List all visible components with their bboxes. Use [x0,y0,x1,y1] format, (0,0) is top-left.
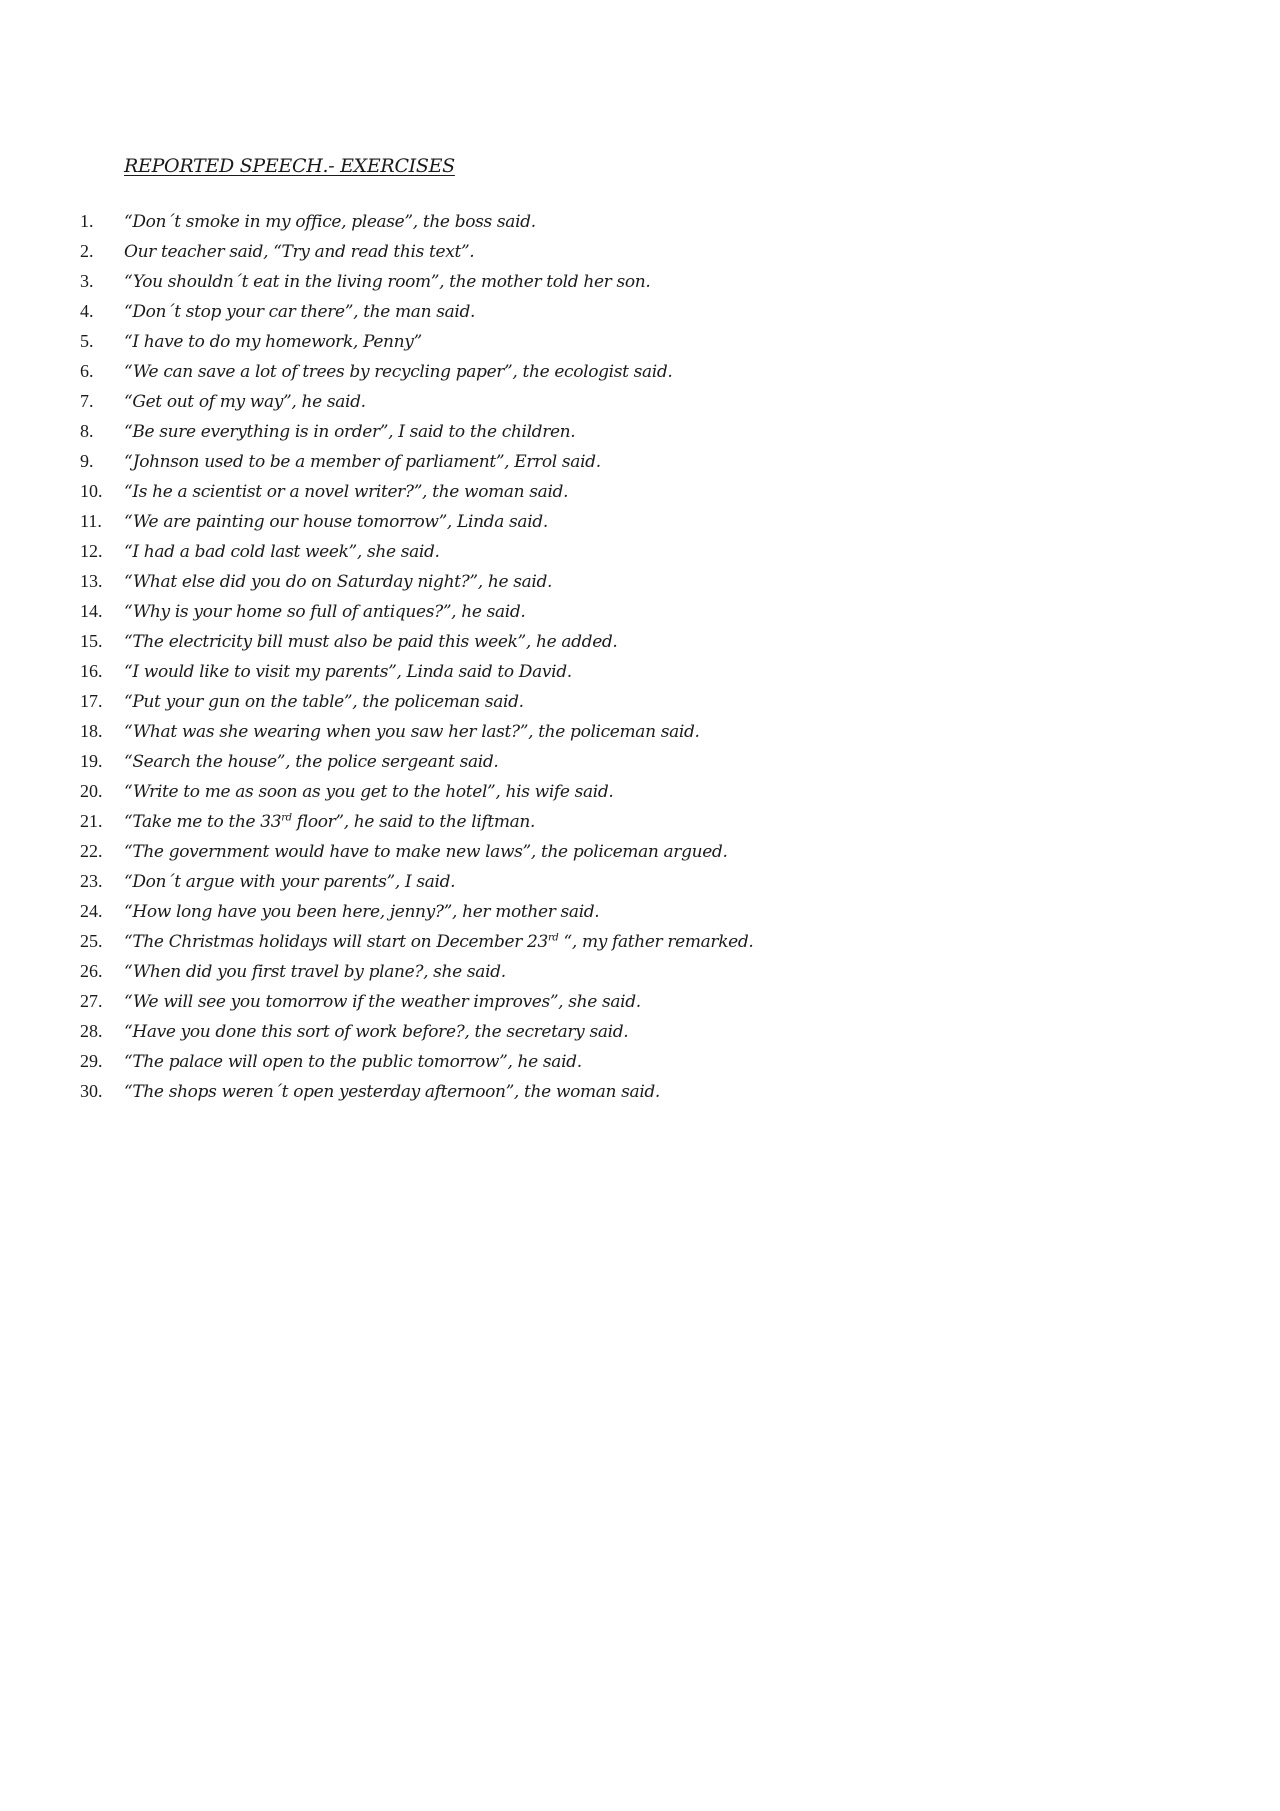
sentence-part-before: “The Christmas holidays will start on December 23 [124,932,548,952]
exercise-number: 9. [80,451,94,471]
exercise-number: 21. [80,811,103,831]
sentence-part-before: “Take me to the 33 [124,812,282,832]
exercise-sentence: “I have to do my homework, Penny” [124,332,422,352]
exercise-item [80,1076,753,1106]
exercise-sentence: “When did you first travel by plane?, she said. [124,962,506,982]
exercise-sentence: “The government would have to make new laws”, the policeman argued. [124,842,728,862]
exercise-item [80,476,753,506]
exercise-item [80,1016,753,1046]
exercise-number: 3. [80,271,94,291]
exercise-number: 12. [80,541,103,561]
exercise-number: 15. [80,631,103,651]
page-title: REPORTED SPEECH.- EXERCISES [124,155,455,177]
exercise-sentence: “Have you done this sort of work before?, the secretary said. [124,1022,629,1042]
exercise-item [80,566,753,596]
exercise-sentence: “Don´t stop your car there”, the man said. [124,302,476,322]
exercise-sentence: “Is he a scientist or a novel writer?”, the woman said. [124,482,569,502]
exercise-sentence: “We are painting our house tomorrow”, Linda said. [124,512,548,532]
exercise-number: 29. [80,1051,103,1071]
exercise-number: 26. [80,961,103,981]
exercise-number: 18. [80,721,103,741]
exercise-item [80,656,753,686]
exercise-number: 17. [80,691,103,711]
exercise-number: 25. [80,931,103,951]
exercise-sentence: “How long have you been here, jenny?”, her mother said. [124,902,600,922]
exercise-item [80,416,753,446]
exercise-item [80,686,753,716]
exercise-number: 11. [80,511,102,531]
exercise-item [80,926,753,956]
exercise-sentence: “Johnson used to be a member of parliament”, Errol said. [124,452,601,472]
exercise-item [80,746,753,776]
exercise-item [80,236,753,266]
ordinal-suffix: rd [281,812,292,824]
exercise-number: 8. [80,421,94,441]
exercise-item [80,596,753,626]
exercise-item [80,536,753,566]
exercise-item [80,866,753,896]
exercise-number: 27. [80,991,103,1011]
exercise-number: 5. [80,331,94,351]
exercise-number: 2. [80,241,94,261]
exercise-number: 19. [80,751,103,771]
exercise-number: 20. [80,781,103,801]
exercise-number: 14. [80,601,103,621]
exercise-item [80,446,753,476]
exercise-number: 28. [80,1021,103,1041]
exercise-sentence: “Put your gun on the table”, the policeman said. [124,692,524,712]
exercise-sentence: “Get out of my way”, he said. [124,392,366,412]
exercise-item [80,776,753,806]
exercise-number: 4. [80,301,94,321]
exercise-sentence: “We can save a lot of trees by recycling paper”, the ecologist said. [124,362,673,382]
exercise-number: 22. [80,841,103,861]
exercise-item [80,206,753,236]
exercise-sentence: “Search the house”, the police sergeant said. [124,752,499,772]
sentence-part-after: “, my father remarked. [558,932,754,952]
exercise-number: 7. [80,391,94,411]
exercise-sentence: “Don´t argue with your parents”, I said. [124,872,456,892]
exercise-number: 30. [80,1081,103,1101]
exercise-sentence: “Write to me as soon as you get to the hotel”, his wife said. [124,782,614,802]
exercise-sentence [124,812,535,832]
exercise-sentence [124,932,753,952]
exercise-item [80,626,753,656]
exercise-number: 13. [80,571,103,591]
exercise-item [80,956,753,986]
exercise-sentence: “The shops weren´t open yesterday afternoon”, the woman said. [124,1082,660,1102]
exercise-item [80,266,753,296]
exercise-sentence: “I had a bad cold last week”, she said. [124,542,440,562]
exercise-sentence: “We will see you tomorrow if the weather improves”, she said. [124,992,641,1012]
exercise-number: 16. [80,661,103,681]
exercise-sentence: “Don´t smoke in my office, please”, the boss said. [124,212,536,232]
exercise-item [80,506,753,536]
exercise-sentence: “Why is your home so full of antiques?”, he said. [124,602,526,622]
exercise-item [80,296,753,326]
exercise-sentence: Our teacher said, “Try and read this text”. [124,242,475,262]
exercise-sentence: “You shouldn´t eat in the living room”, the mother told her son. [124,272,651,292]
exercise-item [80,986,753,1016]
exercise-sentence: “The electricity bill must also be paid this week”, he added. [124,632,618,652]
exercise-list [80,206,753,1106]
exercise-number: 10. [80,481,103,501]
exercise-item [80,896,753,926]
exercise-item [80,356,753,386]
exercise-item [80,806,753,836]
ordinal-suffix: rd [547,932,559,944]
exercise-item [80,386,753,416]
exercise-sentence: “I would like to visit my parents”, Linda said to David. [124,662,572,682]
exercise-number: 6. [80,361,94,381]
exercise-item [80,836,753,866]
exercise-item [80,716,753,746]
exercise-number: 24. [80,901,103,921]
exercise-number: 23. [80,871,103,891]
exercise-sentence: “What was she wearing when you saw her last?”, the policeman said. [124,722,700,742]
exercise-sentence: “Be sure everything is in order”, I said to the children. [124,422,576,442]
exercise-sentence: “What else did you do on Saturday night?”, he said. [124,572,553,592]
exercise-sentence: “The palace will open to the public tomorrow”, he said. [124,1052,582,1072]
exercise-item [80,1046,753,1076]
exercise-number: 1. [80,211,94,231]
sentence-part-after: floor”, he said to the liftman. [291,812,536,832]
exercise-item [80,326,753,356]
